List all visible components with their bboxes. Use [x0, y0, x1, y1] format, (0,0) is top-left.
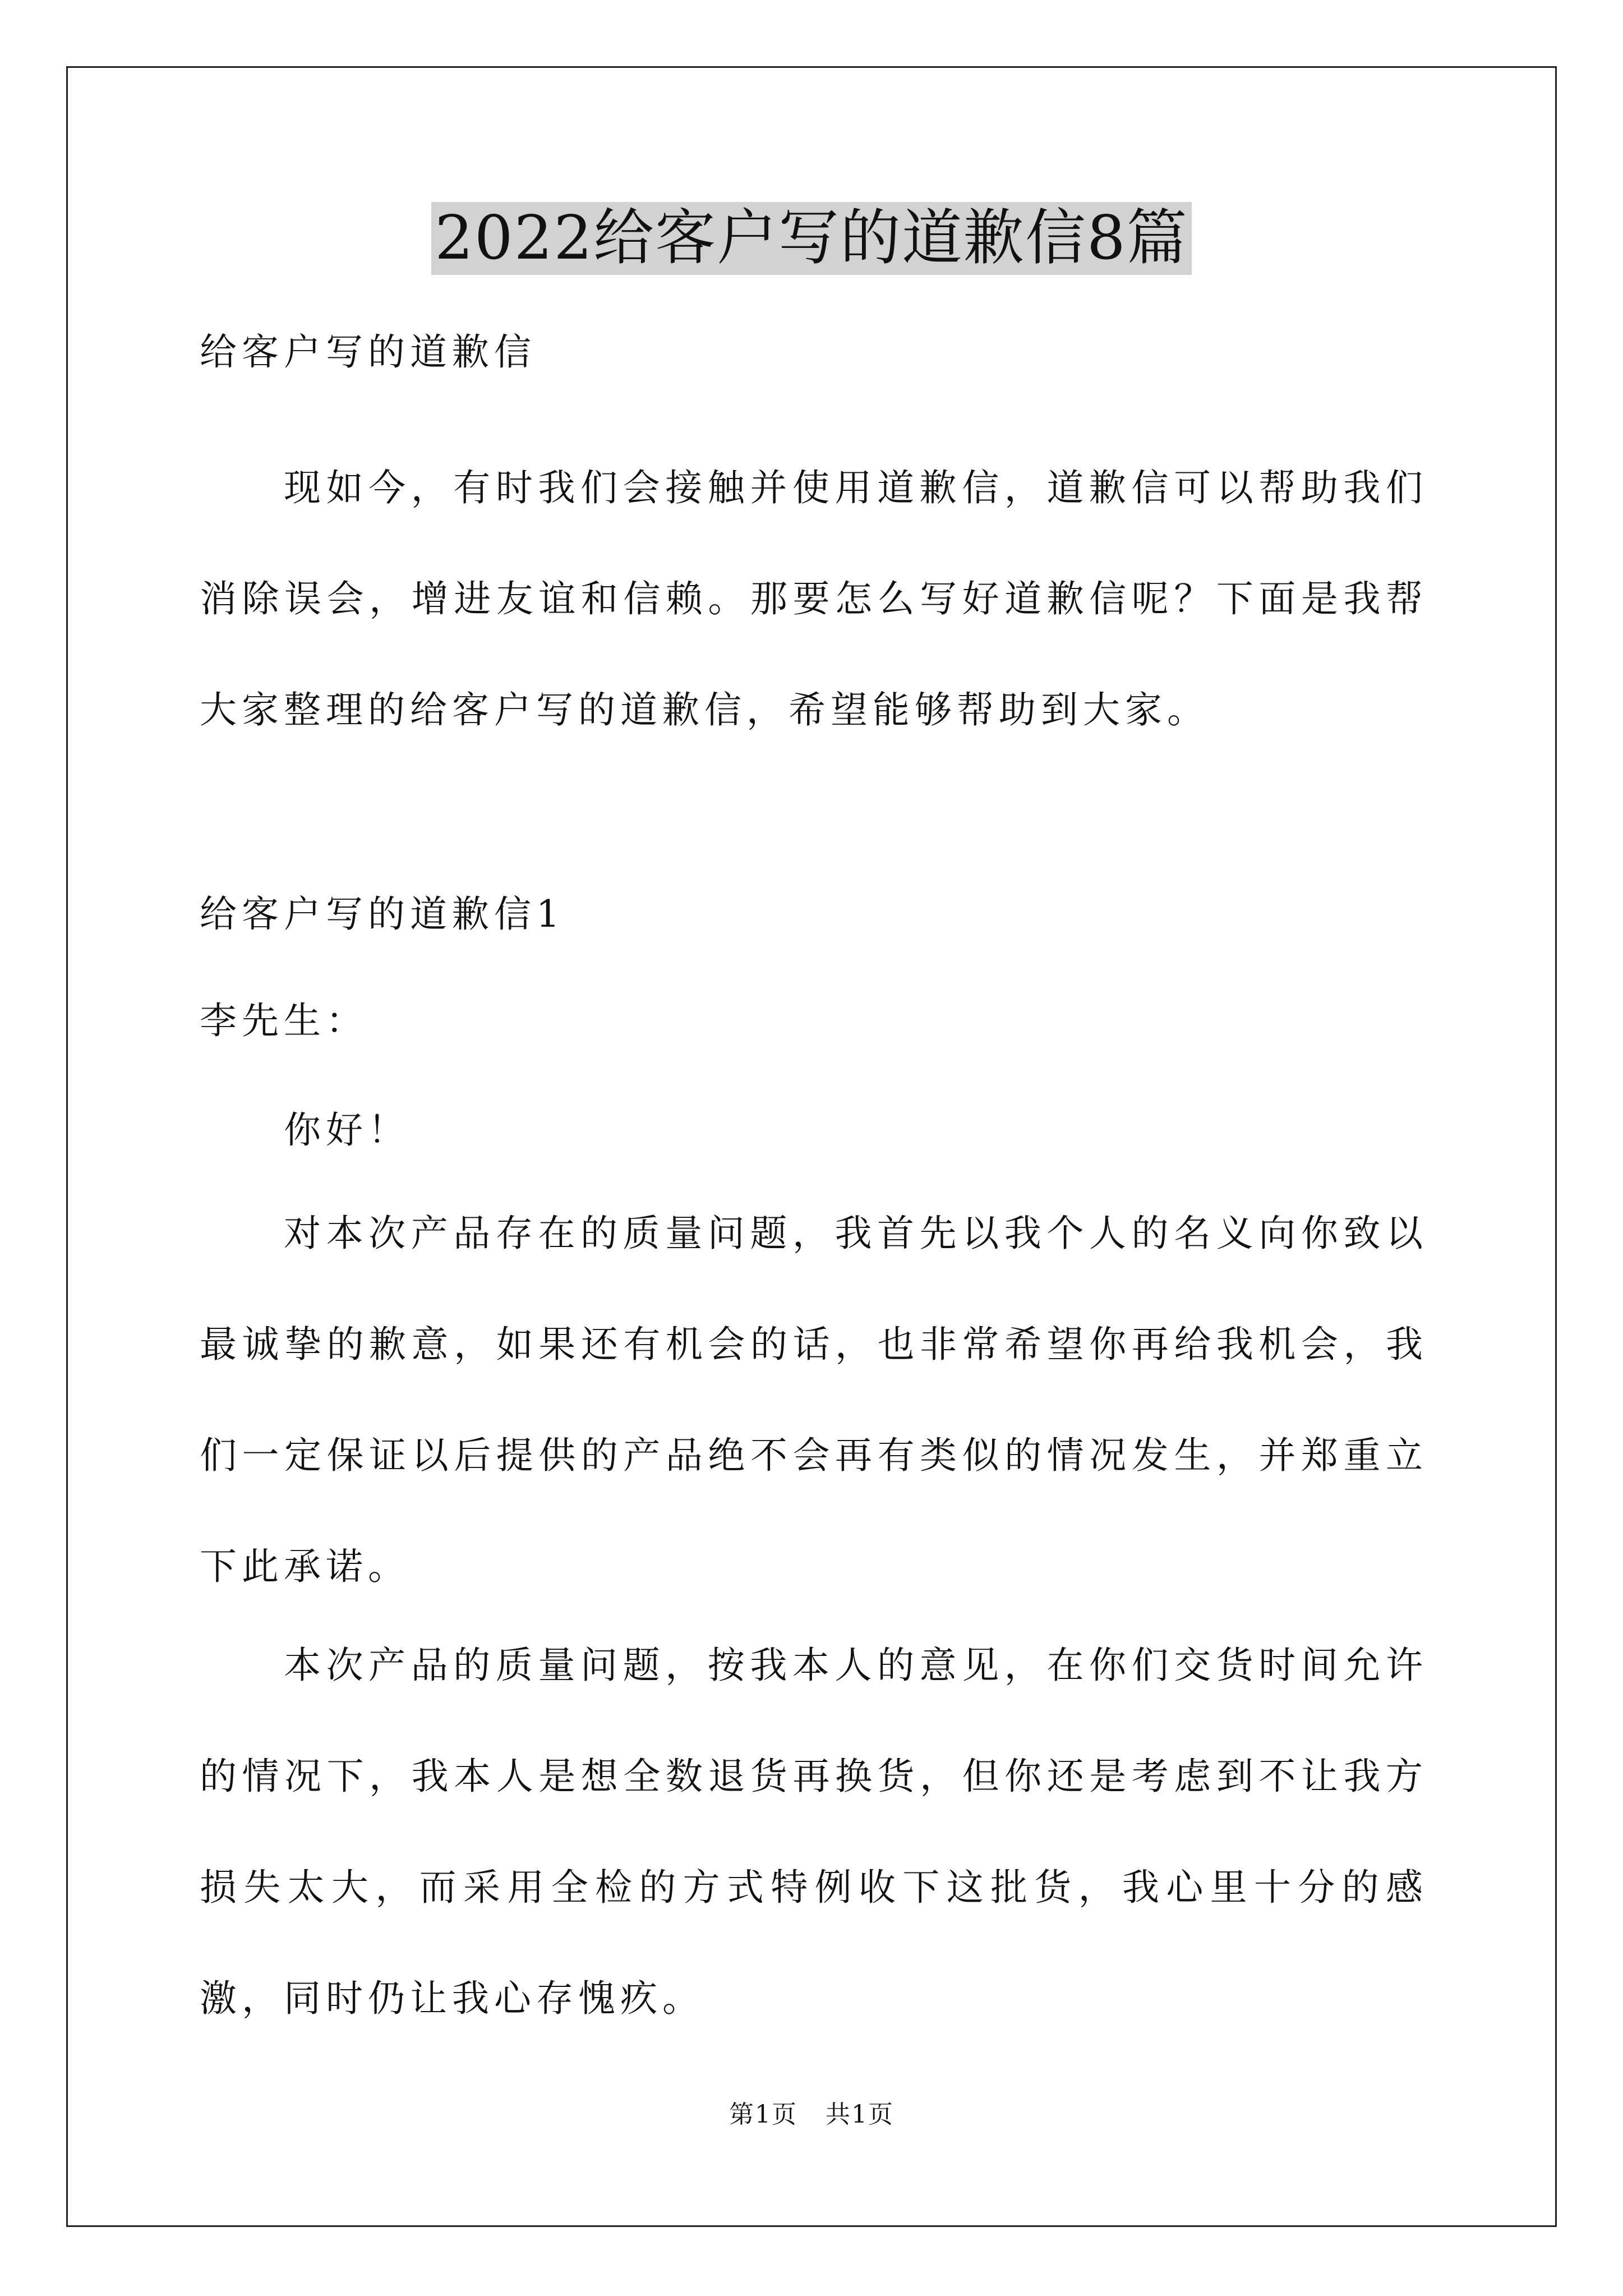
salutation: 李先生： — [200, 999, 368, 1042]
document-title: 2022给客户写的道歉信8篇 — [431, 202, 1192, 275]
intro-paragraph: 现如今，有时我们会接触并使用道歉信，道歉信可以帮助我们消除误会，增进友谊和信赖。那要怎么写好道歉信呢？下面是我帮大家整理的给客户写的道歉信，希望能够帮助到大家。 — [200, 466, 1428, 731]
letter-heading: 给客户写的道歉信1 — [200, 892, 565, 936]
body-paragraph-2: 本次产品的质量问题，按我本人的意见，在你们交货时间允许的情况下，我本人是想全数退货再换货，但你还是考虑到不让我方损失太大，而采用全检的方式特例收下这批货，我心里十分的感激，同时仍让我心存愧疚。 — [200, 1644, 1428, 2020]
section-subtitle: 给客户写的道歉信 — [200, 330, 536, 374]
body-paragraph-1: 对本次产品存在的质量问题，我首先以我个人的名义向你致以最诚挚的歉意，如果还有机会的话，也非常希望你再给我机会，我们一定保证以后提供的产品绝不会再有类似的情况发生，并郑重立下此承诺。 — [200, 1212, 1428, 1588]
page-number: 第1页 — [729, 2100, 797, 2129]
page-total: 共1页 — [826, 2100, 894, 2129]
title-container — [0, 202, 1623, 275]
page-footer — [0, 2098, 1623, 2132]
greeting: 你好！ — [284, 1108, 410, 1152]
